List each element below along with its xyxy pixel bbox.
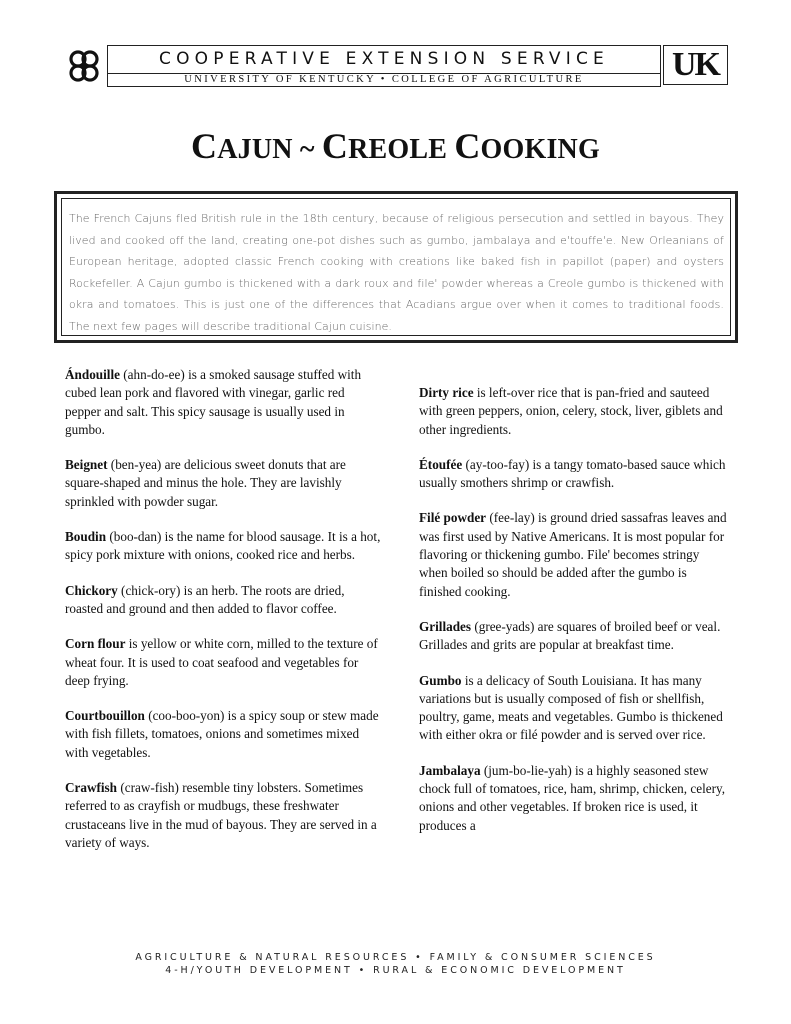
- glossary-term: Jambalaya: [419, 762, 481, 778]
- uk-logo-text: UK: [672, 46, 719, 83]
- glossary-definition: (craw-fish) resemble tiny lobsters. Sometimes referred to as crayfish or mudbugs, these freshwater crustaceans live in the mud of bayous. They are served in a variety of ways.: [65, 780, 377, 850]
- page-title: CAJUN ~ CREOLE COOKING: [191, 126, 600, 166]
- glossary-entry: [65, 779, 383, 852]
- footer-line-2: 4-H/YOUTH DEVELOPMENT • RURAL & ECONOMIC DEVELOPMENT: [165, 965, 626, 976]
- glossary-term: Crawfish: [65, 780, 118, 796]
- org-subtitle: UNIVERSITY OF KENTUCKY • COLLEGE OF AGRICULTURE: [184, 74, 584, 85]
- glossary-term: Dirty rice: [419, 385, 474, 400]
- glossary-definition: (boo-dan) is the name for blood sausage. It is a hot, spicy pork mixture with onions, cooked rice and herbs.: [65, 529, 381, 563]
- glossary-entry: [65, 707, 383, 762]
- header-banner: [65, 45, 728, 85]
- glossary-term: Boudin: [65, 529, 107, 545]
- glossary-term: Ándouille: [65, 367, 120, 382]
- glossary-entry: [419, 762, 729, 835]
- extension-logo-icon: [65, 47, 103, 85]
- glossary-definition: is left-over rice that is pan-fried and sauteed with green peppers, onion, celery, stock, liver, giblets and other ingredients.: [419, 385, 723, 437]
- glossary-term: Chickory: [65, 582, 118, 598]
- glossary-term: Étoufée: [419, 456, 463, 472]
- glossary-definition: is a delicacy of South Louisiana. It has many variations but is usually composed of fish or shellfish, poultry, game, meats and vegetables. Gumbo is thickened with either okra or filé powder and is served over rice.: [419, 672, 723, 743]
- uk-logo: [663, 45, 728, 85]
- banner-title-box: [107, 45, 661, 87]
- org-name: COOPERATIVE EXTENSION SERVICE: [159, 49, 609, 69]
- glossary-entry: [419, 509, 729, 600]
- footer-program-areas: [0, 951, 791, 977]
- glossary-entry: [419, 672, 729, 745]
- glossary-term: Corn flour: [65, 636, 126, 652]
- glossary-term: Courtbouillon: [65, 708, 145, 724]
- glossary-entry: [65, 635, 383, 690]
- footer-line-1: AGRICULTURE & NATURAL RESOURCES • FAMILY & CONSUMER SCIENCES: [135, 952, 656, 963]
- glossary-definition: (fee-lay) is ground dried sassafras leaves and was first used by Native Americans. It is most popular for flavoring or thickening gumbo. File' becomes stringy when boiled so should be added after the gumbo is finished cooking.: [419, 510, 727, 599]
- glossary-definition: (chick-ory) is an herb. The roots are dried, roasted and ground and then added to flavor coffee.: [65, 582, 345, 616]
- intro-box: [54, 191, 738, 343]
- glossary-entry: [65, 528, 383, 565]
- glossary-column-left: [65, 366, 383, 869]
- glossary-definition: is yellow or white corn, milled to the texture of wheat four. It is used to coat seafood and vegetables for deep frying.: [65, 636, 378, 688]
- glossary-term: Beignet: [65, 457, 108, 473]
- glossary-entry: [65, 582, 383, 619]
- glossary-definition: (gree-yads) are squares of broiled beef or veal. Grillades and grits are popular at breakfast time.: [419, 618, 721, 653]
- glossary-column-right: [419, 384, 729, 852]
- glossary-entry: [419, 456, 729, 493]
- glossary-term: Filé powder: [419, 510, 487, 526]
- glossary-entry: [65, 366, 383, 439]
- glossary-term: Grillades: [419, 618, 472, 634]
- glossary-definition: (coo-boo-yon) is a spicy soup or stew made with fish fillets, tomatoes, onions and sometimes mixed with vegetables.: [65, 708, 379, 760]
- intro-paragraph: The French Cajuns fled British rule in the 18th century, because of religious persecution and settled in bayous. They lived and cooked off the land, creating one-pot dishes such as gumbo, jambalaya and e'touffe'e. New Orleanians of European heritage, adopted classic French cooking with creations like baked fish in papillot (paper) and oysters Rockefeller. A Cajun gumbo is thickened with a dark roux and file' powder whereas a Creole gumbo is thickened with okra and tomatoes. This is just one of the differences that Acadians argue over when it comes to traditional foods. The next few pages will describe traditional Cajun cuisine.: [69, 212, 724, 333]
- glossary-term: Gumbo: [419, 672, 462, 688]
- glossary-definition: (ay-too-fay) is a tangy tomato-based sauce which usually smothers shrimp or crawfish.: [419, 456, 726, 491]
- glossary-entry: [419, 384, 729, 439]
- glossary-definition: (jum-bo-lie-yah) is a highly seasoned stew chock full of tomatoes, rice, ham, shrimp, chicken, celery, onions and other vegetables. If broken rice is used, it produces a: [419, 762, 726, 833]
- glossary-definition: (ben-yea) are delicious sweet donuts that are square-shaped and minus the hole. They are lavishly sprinkled with powder sugar.: [65, 457, 346, 509]
- glossary-entry: [65, 456, 383, 511]
- glossary-entry: [419, 618, 729, 655]
- glossary-definition: (ahn-do-ee) is a smoked sausage stuffed with cubed lean pork and flavored with vinegar, garlic red pepper and salt. This spicy sausage is usually used in gumbo.: [65, 367, 362, 437]
